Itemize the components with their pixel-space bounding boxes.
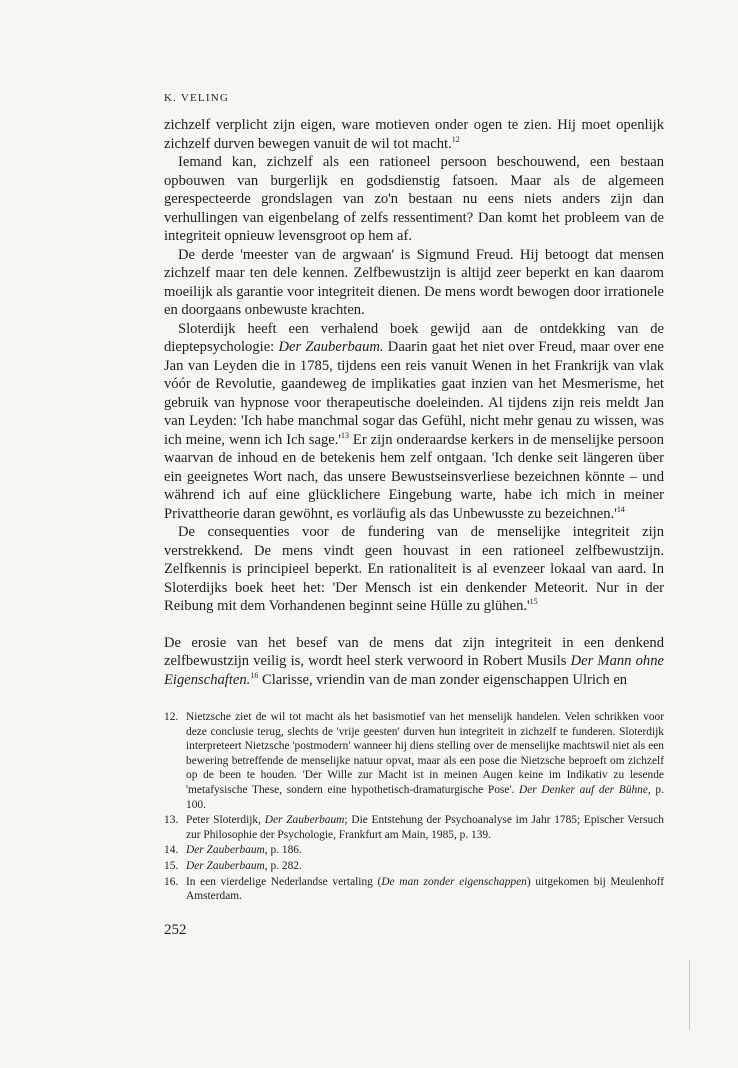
footnote-15: 15. Der Zauberbaum, p. 282. bbox=[164, 859, 302, 872]
footnotes bbox=[164, 710, 664, 905]
paragraph: Iemand kan, zichzelf als een rationeel persoon beschouwend, een bestaan opbouwen van burgerlijk en godsdienstig fatsoen. Maar als de algemeen gerespecteerde grondslagen van zo'n bestaan nu eens niets anders zijn dan verhullingen van eigenbelang of zelfs ressentiment? Dan komt het probleem van de integriteit opnieuw levensgroot op hem af. bbox=[164, 154, 664, 244]
note-reference[interactable]: 14 bbox=[616, 504, 625, 514]
paragraph: Sloterdijk heeft een verhalend boek gewijd aan de ontdekking van de dieptepsychologie: Der Zauberbaum. Daarin gaat het niet over Freud, maar over ene Jan van Leyden die in 1785, tijdens een reis vanuit Wenen in het Frankrijk van vlak vóór de Revolutie, gaandeweg de implikaties gaat inzien van het Mesmerisme, het gebruik van hypnose voor therapeutische doeleinden. Al tijdens zijn reis meldt Jan van Leyden: 'Ich habe manchmal sogar das Gefühl, nicht mehr genau zu wissen, was ich meine, wenn ich Ich $sage.'^{13}$ Er zijn onderaardse kerkers in de menselijke persoon waarvan de inhoud en de betekenis hem zelf ontgaan. 'Ich denke seit längeren über ein geeignetes Wort nach, das unsere Bewustseinsverliese bezeichnen könnte – und während ich auf eine glücklichere Eingebung warte, habe ich mich in meiner Privattheorie daran gewöhnt, es vorläufig als das Unbewusste zu $bezeichnen.'^{14}$ bbox=[164, 320, 665, 522]
book-title: Der Zauberbaum. bbox=[278, 339, 384, 355]
footnote-12: 12. Nietzsche ziet de wil tot macht als het basismotief van het menselijk handelen. Velen schrikken voor deze conclusie terug, slechts de 'vrije geesten' durven hun integriteit in zichzelf te funderen. Sloterdijk interpreteert Nietzsche 'postmodern' wanneer hij diens stelling over de menselijke machtswil niet als een bewering betreffende de menselijke natuur opvat, maar als een pose die Nietzsche beproeft om zichzelf op de been te houden. 'Der Wille zur Macht ist in meinen Augen keine im Indikativ zu lesende 'metafysische These, sondern eine hypothetisch-dramaturgische Pose'. Der Denker auf der Bühne, p. 100. bbox=[164, 711, 664, 811]
footnote-14: 14. Der Zauberbaum, p. 186. bbox=[164, 844, 302, 857]
paragraph: zichzelf verplicht zijn eigen, ware motieven onder ogen te zien. Hij moet openlijk zichzelf durven bewegen vanuit de wil tot macht.$^{12}$ bbox=[164, 117, 664, 152]
footnote-16: 16. In een vierdelige Nederlandse vertaling (De man zonder eigenschappen) uitgekomen bij Meulenhoff Amsterdam. bbox=[164, 875, 664, 903]
body-text bbox=[164, 116, 664, 689]
book-title: Der Mann ohne Eigenschaften. bbox=[164, 653, 664, 688]
paragraph: De consequenties voor de fundering van de menselijke integriteit zijn verstrekkend. De mens vindt geen houvast in een rationeel zelfbewustzijn. Zelfkennis is principieel beperkt. En rationaliteit is al evenzeer lokaal van aard. In Sloterdijks boek heet het: 'Der Mensch ist ein denkender Meteorit. Nur in der Reibung mit dem Vorhandenen beginnt seine Hülle zu $glühen.'^{15}$ bbox=[164, 524, 664, 614]
page-number: 252 bbox=[164, 922, 187, 938]
footnote-13: 13. Peter Sloterdijk, Der Zauberbaum; Die Entstehung der Psychoanalyse im Jahr 1785; Epischer Versuch zur Philosophie der Psychologie, Frankfurt am Main, 1985, p. 139. bbox=[164, 814, 664, 841]
note-reference[interactable]: 15 bbox=[529, 597, 538, 606]
note-reference[interactable]: 13 bbox=[341, 430, 349, 440]
scan-edge-mark bbox=[689, 960, 690, 1030]
note-reference[interactable]: 12 bbox=[451, 134, 460, 144]
note-reference[interactable]: 16 bbox=[250, 670, 259, 680]
running-head: K. VELING bbox=[164, 92, 229, 104]
paragraph: De derde 'meester van de argwaan' is Sigmund Freud. Hij betoogt dat mensen zichzelf maar ten dele kennen. Zelfbewustzijn is altijd zeer beperkt en kan daarom moeilijk als garantie voor integriteit dienen. De mens wordt bewogen door irrationele en doorgaans onbewuste krachten. bbox=[164, 246, 664, 318]
paragraph: De erosie van het besef van de mens dat zijn integriteit in een denkend zelfbewustzijn veilig is, wordt heel sterk verwoord in Robert Musils Der Mann ohne Eigenschaften.$^{16}$ Clarisse, vriendin van de man zonder eigenschappen Ulrich en bbox=[164, 634, 664, 688]
